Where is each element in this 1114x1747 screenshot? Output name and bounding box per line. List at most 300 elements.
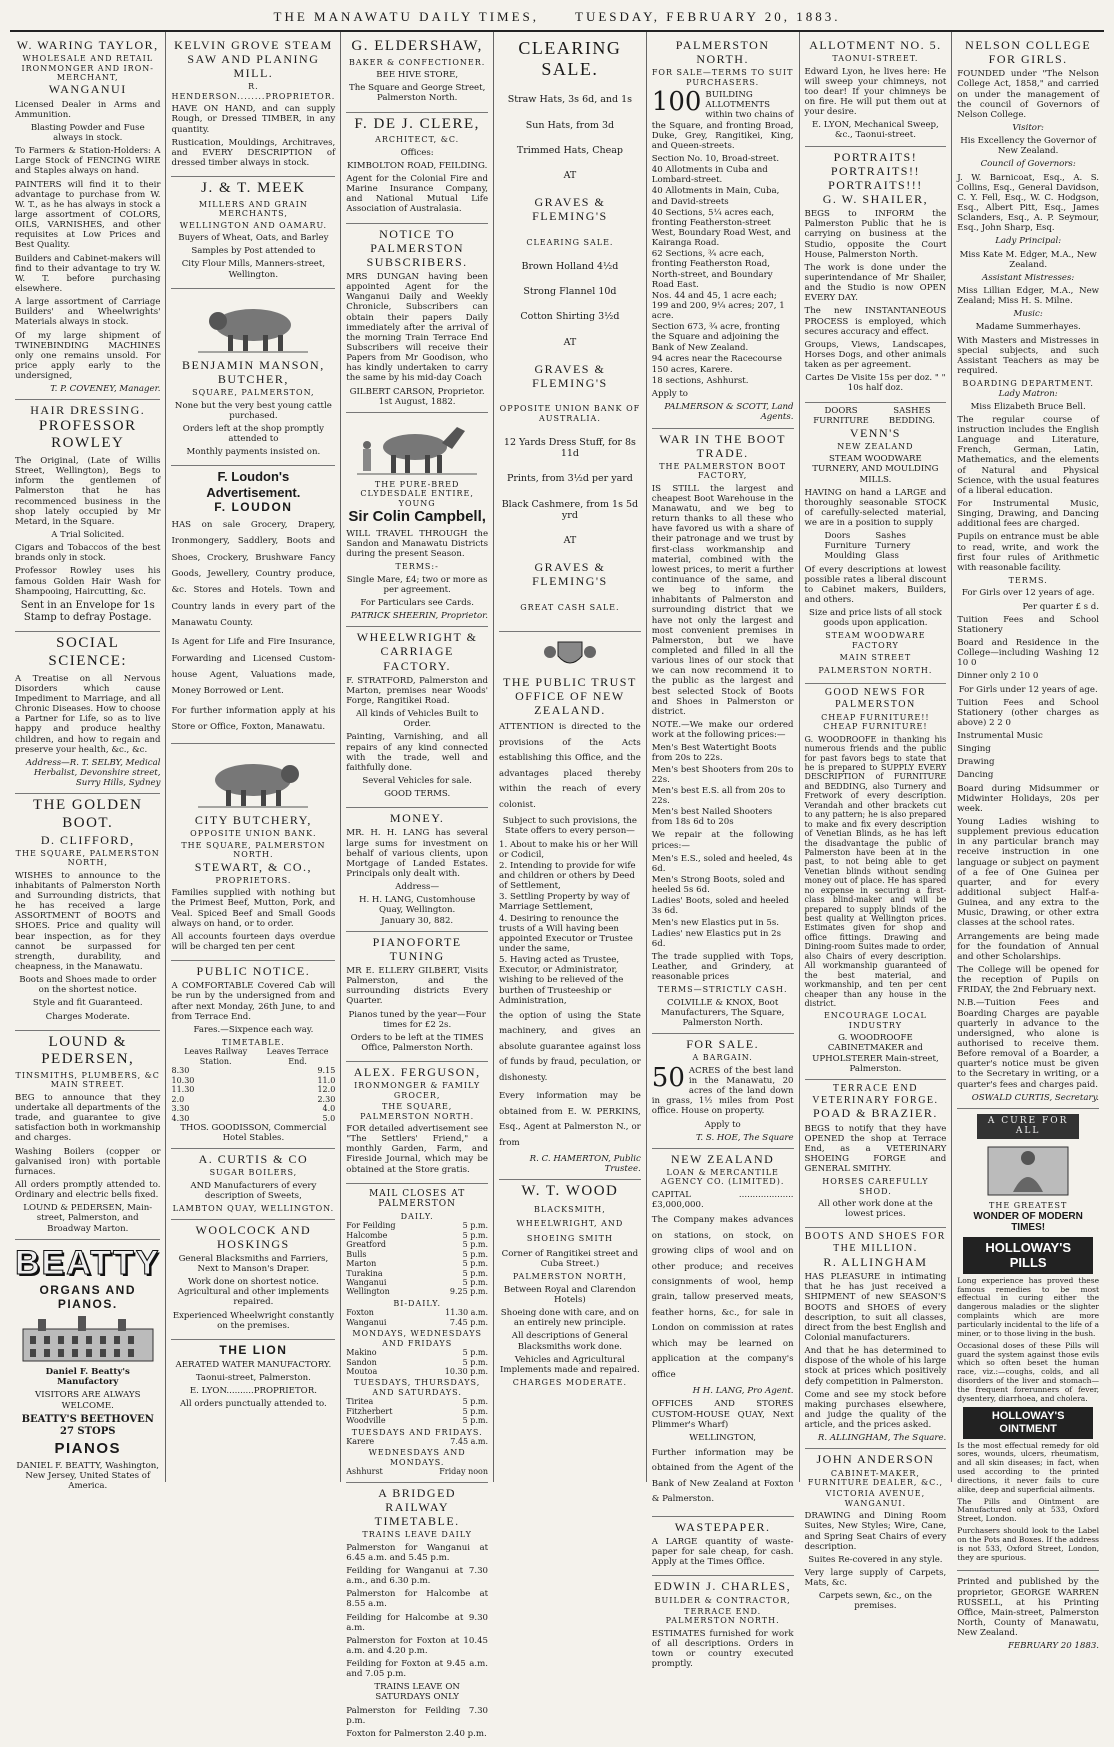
ad-signature: GILBERT CARSON, Proprietor. <box>349 386 485 397</box>
ad-text: Feilding for Foxton at 9.45 a.m. and 7.05 p.m. <box>346 1659 489 1680</box>
ad-text: Cigars and Tobaccos of the best brands only in stock. <box>15 543 161 564</box>
ad-heading: CLEARING SALE. <box>518 38 622 80</box>
ad-name: R. ALLINGHAM <box>823 1255 928 1270</box>
ad-text: MAIN STREET <box>839 653 912 663</box>
ad-heading: SOCIAL SCIENCE: <box>48 635 128 670</box>
ad-text: The College will be opened for the reception of Pupils on FRIDAY, the 2nd February next. <box>957 965 1100 996</box>
sale-item: Strong Flannel 10d <box>523 286 617 298</box>
ad-subheading: BAKER & CONFECTIONER. <box>348 57 486 67</box>
ad-text: Miss Kate M. Edger, M.A., New Zealand. <box>959 249 1097 270</box>
ad-address: LAMBTON QUAY, WELLINGTON. <box>172 1204 335 1214</box>
ad-heading: PIANOS <box>54 1440 121 1458</box>
ad-text: To Farmers & Station-Holders: A Large Stock of FENCING WIRE and Staples always on hand. <box>15 146 161 177</box>
ad-address: THE SQUARE, PALMERSTON NORTH. <box>181 840 326 860</box>
ad-holloway <box>957 1109 1099 1572</box>
ad-heading: W. T. WOOD <box>521 1183 619 1200</box>
ad-text: Samples by Post attended to <box>191 246 316 257</box>
venn-item: Sashes <box>875 531 906 542</box>
mail-time: 7.45 a.m. <box>450 1437 489 1446</box>
ad-text: PAINTERS will find it to their advantage to purchase from W. W. T., as he has always in stock a large assortment of COLORS, OILS, VARNISHES, and other requisites at Low Prices and Best Quality. <box>15 179 161 251</box>
ad-heading: BENJAMIN MANSON, <box>182 357 325 372</box>
terms-line: For Girls under 12 years of age. <box>958 684 1098 695</box>
ad-text: A large assortment of Carriage Builders' and Wheelwrights' Materials always in stock. <box>15 297 161 328</box>
venn-label: DOORS FURNITURE <box>813 405 869 426</box>
ad-text: BEATTY'S BEETHOVEN 27 STOPS <box>21 1413 154 1437</box>
ad-text: Painting, Varnishing, and all repairs of any kind connected with the trade, well and faithfully done. <box>346 732 489 773</box>
ad-text: Offices: <box>400 147 434 158</box>
ad-text: With Masters and Mistresses in special subjects, and such Assistant Teachers as may be required. <box>957 335 1100 376</box>
ad-signature: R. ALLINGHAM, The Square. <box>817 1433 947 1444</box>
venn-item: Doors <box>824 531 851 542</box>
ad-text: Miss Lillian Edger, M.A., New Zealand; Miss H. S. Milne. <box>957 285 1100 307</box>
mail-time: 5 p.m. <box>462 1221 489 1231</box>
sale-item: Prints, from 3½d per yard <box>506 473 633 485</box>
ad-heading: TERRACE END VETERINARY FORGE. <box>812 1082 939 1106</box>
ad-text: Families supplied with nothing but the Primest Beef, Mutton, Pork, and Veal. Spiced Beef and Small Goods always on hand, or to order. <box>171 888 336 929</box>
ad-woodroofe <box>805 684 947 1080</box>
ad-text: Between Royal and Clarendon Hotels) <box>503 1284 636 1306</box>
ad-text: Licensed Dealer in Arms and Ammunition. <box>15 99 161 120</box>
mail-place: Foxton <box>346 1308 374 1318</box>
ad-text: MR E. ELLERY GILBERT, Visits Palmerston, and the surrounding districts Every Quarter. <box>346 965 489 1007</box>
ad-text: The regular course of instruction includes the English Language and Literature, French, German, Latin, Mathematics, and the elements of Natural and Physical Science, with the usual features of a liberal education. <box>957 414 1100 496</box>
ad-text: Is Agent for Life and Fire Insurance, Forwarding and Licensed Custom-house Agent, Valuations made, Money Borrowed or Lent. <box>171 637 336 697</box>
ad-name: F. LOUDON <box>214 499 293 514</box>
trust-item: 5. Having acted as Trustee, Executor, or Administrator, wishing to be relieved of the burthen of Trusteeship or Administration, <box>499 955 624 1006</box>
ad-subheading: TRAINS LEAVE DAILY <box>362 1530 472 1540</box>
ad-text: Young Ladies wishing to supplement previous education in any particular branch may receive instruction in one language or subject on payment of a fee of One Guinea per quarter, and for every additional subject Half-a-Guinea, and any extra to the Music, Drawing, or other extra classes at the school rates. <box>957 817 1100 929</box>
mail-group: DAILY. <box>400 1211 434 1221</box>
land-item: Section No. 10, Broad-street. <box>651 154 780 165</box>
ad-heading: WONDER OF MODERN TIMES! <box>973 1210 1083 1234</box>
mail-time: 5 p.m. <box>462 1416 489 1426</box>
ad-the-lion <box>171 1340 335 1418</box>
ad-subheading: BLACKSMITH, WHEELWRIGHT, AND SHOEING SMITH <box>516 1205 624 1243</box>
ad-subheading: THE PURE-BRED CLYDESDALE ENTIRE, YOUNG <box>360 479 474 508</box>
ad-heading: WOOLCOCK AND HOSKINGS <box>195 1222 312 1251</box>
ad-text: A COMFORTABLE Covered Cab will be run by the undersigned from and after next Monday, 26th June, to and from Terrace End. <box>171 981 336 1022</box>
mail-place: Wanganui <box>346 1317 387 1327</box>
ad-subheading: BOARDING DEPARTMENT. <box>962 379 1094 389</box>
ad-text: Purchasers should look to the Label on the Pots and Boxes. If the address is not 533, Oxford Street, London, they are spurious. <box>957 1526 1100 1562</box>
ad-text: IS STILL the largest and cheapest Boot Warehouse in the Manawatu, and we beg to return thanks to all these who have favored us with a share of their patronage and we trust by first-class workmanship and material, combined with the lowest prices, to merit a further continuance of the same, and we beg to inform the inhabitants of Palmerston and surrounding district that we have not only the largest and most convenient premises in Palmerston, but we have completed and filled in all the various lines of our stock that we can now recommend it to the public as the largest and best selected Stock of Boots and Shoes in Palmerston or district. <box>651 483 794 717</box>
ad-lound-pedersen <box>15 1031 160 1240</box>
ad-text: Builders and Cabinet-makers will find to their advantage to try W. W. T. before purchasing elsewhere. <box>15 253 161 295</box>
terms-line: Drawing <box>957 757 995 768</box>
mail-time: 7.45 p.m. <box>449 1317 489 1327</box>
ad-text: Every information may be obtained from E. W. PERKINS, Esq., Agent at Palmerston N., or from <box>499 1091 641 1148</box>
beatty-logo: BEATTY <box>15 1243 161 1282</box>
ad-text: Printed and published by the proprietor, GEORGE WARREN RUSSELL, at his Printing Office, Main-street, Palmerston North, County of Manawatu, New Zealand. <box>957 1577 1100 1639</box>
ad-text: BUILDING ALLOTMENTS within two chains of the Square, and fronting Broad, Duke, Grey, Rangitikei, King, and Queen-streets. <box>651 90 794 151</box>
timetable-cell: 8.30 <box>171 1066 190 1076</box>
repair-list <box>652 854 794 949</box>
timetable-title: TIMETABLE. <box>221 1038 285 1048</box>
price-item: Men's best Nailed Shooters from 18s 6d to 20s <box>651 807 773 828</box>
mail-time: 5 p.m. <box>462 1259 489 1269</box>
mail-time: 5 p.m. <box>462 1357 489 1367</box>
ad-text: For Particulars see Cards. <box>360 597 474 608</box>
ad-text: Boots and Shoes made to order on the shortest notice. <box>19 975 157 996</box>
ad-text: None but the very best young cattle purchased. <box>174 400 332 421</box>
price-item: Men's Best Watertight Boots from 20s to 22s. <box>651 743 777 764</box>
mail-place: Marton <box>346 1259 377 1269</box>
mail-place: Tiritea <box>346 1397 374 1407</box>
ad-subheading: R. HENDERSON........PROPRIETOR. <box>171 82 336 101</box>
land-item: 94 acres near the Racecourse <box>651 353 782 364</box>
ad-curtis <box>171 1149 335 1219</box>
ad-heading: G. ELDERSHAW, <box>351 38 483 54</box>
column-1 <box>10 32 166 1492</box>
ad-name: G. W. SHAILER, <box>822 192 929 207</box>
mail-place: Makino <box>346 1348 377 1358</box>
ad-text: For further information apply at his Store or Office, Foxton, Manawatu. <box>171 705 336 732</box>
ad-text: Feilding for Halcombe at 9.30 a.m. <box>346 1612 489 1633</box>
timetable-cell: 4.30 <box>171 1113 190 1123</box>
timetable-cell: 4.0 <box>322 1104 336 1114</box>
price-list <box>652 743 794 827</box>
terms-line: Tuition Fees and School Stationery (other charges as above) 2 2 0 <box>957 697 1100 728</box>
ad-address: SQUARE, PALMERSTON, <box>192 388 315 398</box>
ad-subheading: SUGAR BOILERS, <box>209 1168 298 1178</box>
ad-heading: PALMERSTON NORTH. <box>675 38 770 67</box>
ad-text: Experienced Wheelwright constantly on the premises. <box>172 1310 334 1331</box>
column-3 <box>341 32 494 1739</box>
mail-place: Woodville <box>346 1416 386 1426</box>
cure-banner: A CURE FOR ALL <box>977 1114 1079 1139</box>
ad-text: Sent in an Envelope for 1s Stamp to defray Postage. <box>20 599 155 623</box>
land-item: Section 673, ¾ acre, fronting the Square and adjoining the Bank of New Zealand. <box>651 322 780 353</box>
ad-text: HAS on sale Grocery, Drapery, Ironmongery, Saddlery, Boots and Shoes, Crockery, Brushware Fancy Goods, Jewellery, Country produce, &c. Stores and Hotels. Town and Country lands in every part of the Manawatu County. <box>171 520 336 628</box>
ad-address: THE SQUARE, PALMERSTON NORTH. <box>360 1102 475 1121</box>
ad-name: D. CLIFFORD, <box>40 832 135 847</box>
ad-text: And that he has determined to dispose of the whole of his large stock at prices which positively defy competition in Palmerston. <box>804 1346 947 1387</box>
ad-text: Of every descriptions at lowest possible rates a liberal discount to Cabinet makers, Builders, and others. <box>804 564 947 606</box>
ad-subheading: MILLERS AND GRAIN MERCHANTS, <box>198 199 308 219</box>
ad-text: A Treatise on all Nervous Disorders which cause Impediment to Marriage, and all Chronic Diseases. How to choose a Partner for Life, so as to live happy and produce healthy children, and how to regain and preserve your health, &c., &c. <box>15 673 161 755</box>
ad-manson-butcher <box>171 289 335 466</box>
terms-line: Per quarter £ s d. <box>1022 601 1100 612</box>
terms-line: Dancing <box>957 770 994 781</box>
ad-meek <box>171 177 335 289</box>
ad-eldershaw <box>346 35 488 113</box>
ad-signature: T. S. HOE, The Square <box>695 1132 794 1143</box>
ad-heading: JOHN ANDERSON <box>816 1452 935 1467</box>
ad-subheading: FOR SALE—TERMS TO SUIT PURCHASERS. <box>651 68 794 87</box>
sale-item: AT <box>563 535 577 547</box>
ad-text: Come and see my stock before making purchases elsewhere, and judge the quality of the article, and the prices asked. <box>804 1389 947 1431</box>
mail-group: BI-DAILY. <box>393 1298 441 1308</box>
sale-item: Trimmed Hats, Cheap <box>516 144 623 156</box>
ad-heading: PORTRAITS!!! <box>828 177 923 192</box>
ad-text: All descriptions of General Blacksmiths work done. <box>511 1331 629 1352</box>
ad-date: January 30, 882. <box>381 915 454 926</box>
ad-text: Professor Rowley uses his famous Golden Hair Wash for Shampooing, Haircutting, &c. <box>15 566 161 597</box>
ad-text: All other work done at the lowest prices. <box>818 1199 933 1220</box>
mail-place: Greatford <box>346 1240 386 1250</box>
ad-woolcock <box>171 1220 335 1340</box>
land-item: 40 Sections, 5¼ acres each, fronting Featherston-street West, Boundary Road West, and Kairanga Road. <box>651 207 791 249</box>
ad-heading: FOR SALE. <box>686 1037 760 1052</box>
ad-text: E. LYON..........PROPRIETOR. <box>189 1386 317 1397</box>
ad-text: City Flour Mills, Manners-street, Wellington. <box>181 259 326 280</box>
mail-time: 9.25 p.m. <box>449 1287 489 1297</box>
ad-text: HAVING on hand a LARGE and thoroughly seasonable STOCK of carefully-selected material, we are in a position to supply <box>804 487 947 529</box>
mail-place: Wellington <box>346 1287 390 1297</box>
ad-text: Apply to <box>651 389 688 400</box>
timetable-cell: 2.30 <box>317 1094 336 1104</box>
mail-group: MONDAYS, WEDNESDAYS AND FRIDAYS <box>352 1329 482 1348</box>
masthead <box>10 4 1104 32</box>
ad-name: STEWART, & CO., <box>194 859 312 874</box>
ad-text: Groups, Views, Landscapes, Horses Dogs, and other animals taken as per agreement. <box>804 339 947 371</box>
ad-text: Work done on shortest notice. Agricultural and other implements repaired. <box>177 1277 329 1308</box>
ad-heading: BOOTS AND SHOES FOR THE MILLION. <box>804 1231 946 1255</box>
ad-text: The Pills and Ointment are Manufactured only at 533, Oxford Street, London. <box>957 1496 1100 1524</box>
ad-text: BEE HIVE STORE, <box>376 70 459 81</box>
price-item: Men's E.S., soled and heeled, 4s 6d. <box>651 853 793 874</box>
price-item: Men's best E.S. all from 20s to 22s. <box>651 785 786 806</box>
ad-heading: MONEY. <box>389 811 445 826</box>
big-number: 50 <box>651 1062 685 1093</box>
ad-text: Palmerston for Foxton at 10.45 a.m. and 4.20 p.m. <box>346 1635 489 1656</box>
mail-place: Moutoa <box>346 1366 378 1376</box>
ad-label: Visitor: <box>1012 123 1044 134</box>
ad-heading: PIANOFORTE TUNING <box>372 934 462 963</box>
ad-subheading: BUTCHER, <box>217 371 289 386</box>
mail-place: Ashhurst <box>346 1467 383 1477</box>
ad-text: ACRES of the best land in the Manawatu, 20 acres of the land down in grass, 1½ miles from Post office. House on property. <box>651 1065 794 1117</box>
printer-imprint <box>957 1571 1099 1656</box>
sale-item: OPPOSITE UNION BANK OF AUSTRALIA. <box>499 404 641 423</box>
column-5 <box>647 32 800 1670</box>
mail-place: Bulls <box>346 1249 367 1259</box>
ad-label: Lady Matron: <box>998 388 1058 399</box>
ad-heading: WAR IN THE BOOT TRADE. <box>659 431 786 460</box>
ad-heading: F. DE J. CLERE, <box>354 115 480 132</box>
price-item: Men's new Elastics put in 5s. <box>651 917 779 928</box>
timetable-cell: 5.0 <box>322 1113 336 1123</box>
sale-item: Cotton Shirting 3½d <box>520 311 620 323</box>
ad-text: General Blacksmiths and Farriers, Next to Manson's Draper. <box>178 1253 329 1275</box>
ad-text: DRAWING and Dining Room Suites, New Styles; Wire, Cane, and Spring Seat Chairs of every description. <box>804 1511 947 1552</box>
terms-line: For Girls over 12 years of age. <box>961 588 1095 599</box>
ad-text: PALMERSTON NORTH. <box>818 665 933 675</box>
ad-heading: CITY BUTCHERY, <box>194 813 312 828</box>
ad-railway-timetable <box>346 1483 488 1747</box>
ad-text: MRS DUNGAN having been appointed Agent for the Wanganui Daily and Weekly Chronicle, Subscribers can obtain their papers Daily immediately after the arrival of the morning Train Terrace End Subscribers will receive their Papers from Mr Goodison, who has kindly undertaken to carry the same by his mid-day Coach <box>346 271 489 384</box>
ad-text: HAVE ON HAND, and can supply Rough, or Dressed TIMBER, in any quantity. <box>171 104 336 135</box>
sale-item: AT <box>563 170 577 182</box>
ad-heading: ALLOTMENT NO. 5. <box>809 38 942 52</box>
holloways-pills-logo: HOLLOWAY'S PILLS <box>963 1237 1093 1274</box>
ad-pianoforte <box>346 932 488 1062</box>
venn-item: Glass <box>875 551 899 562</box>
ad-text: F. STRATFORD, Palmerston and Marton, premises near Woods' Forge, Rangitikei Road. <box>346 675 489 706</box>
terms-line: Dinner only 2 10 0 <box>957 671 1039 682</box>
ad-text: Feilding for Wanganui at 7.30 a.m., and 6.30 p.m. <box>346 1565 489 1587</box>
mail-place: Halcombe <box>346 1230 388 1240</box>
ad-palmerston-allotments <box>652 35 794 429</box>
horse-woodcut <box>357 419 477 477</box>
ad-war-in-boot-trade <box>652 429 794 1035</box>
ad-text: Size and price lists of all stock goods upon application. <box>808 608 942 629</box>
ad-heading: ALEX. FERGUSON, <box>353 1065 481 1080</box>
terms-line: Instrumental Music <box>957 731 1043 742</box>
ad-text: Palmerston for Wanganui at 6.45 a.m. and 5.45 p.m. <box>346 1542 489 1563</box>
ad-text: Vehicles and Agricultural Implements made and repaired. <box>500 1354 640 1375</box>
ad-text: WELLINGTON, <box>689 1432 757 1443</box>
ad-heading: W. WARING TAYLOR, <box>16 38 159 52</box>
ad-text: A Trial Solicited. <box>51 529 125 540</box>
ad-text: Long experience has proved these famous remedies to be most effectual in curing either the dangerous maladies or the slighter complaints which are more particularly incidental to the life of a miner, or to those living in the bush. <box>957 1275 1100 1338</box>
ad-heading: A BRIDGED RAILWAY TIMETABLE. <box>374 1485 460 1529</box>
ad-text: Taonui-street, Palmerston. <box>195 1373 311 1384</box>
ad-signature: COLVILLE & KNOX, Boot Manufacturers, The Square, Palmerston North. <box>660 997 785 1029</box>
ad-text: G. WOODROOFE in thanking his numerous friends and the public for past favors begs to state that he is prepared to SUPPLY EVERY DESCRIPTION of FURNITURE and BEDDING, also Turnery and Fretwork of every description. Verandah and other brackets cut to any pattern; he is also prepared to make and fix every description of Venetian Blinds, as he has left the disadvantage the public of Palmerston have been at in the past, to not being able to get Venetian blinds without sending money out of place. He has spared no expense in securing a first-class blind-maker and will be prepared to supply blinds of the best quality at Wellington prices. Estimates given for shop and office fittings. Drawing and Dining-room Suites made to order, also Chairs of every description. All workmanship guaranteed of the best material, and workmanship, and ten per cent cheaper than any house in the district. <box>804 734 947 1008</box>
timetable-col: Leaves Terrace End. <box>266 1047 329 1066</box>
ad-heading: THE LION <box>219 1342 288 1357</box>
ad-text: ENCOURAGE LOCAL INDUSTRY <box>823 1011 927 1030</box>
ad-text: STEAM WOODWARE TURNERY, AND MOULDING MILLS. <box>812 454 939 485</box>
ad-text: All orders promptly attended to. Ordinary and electric bells fixed. <box>15 1180 161 1201</box>
ad-text: WILL TRAVEL THROUGH the Sandon and Manawatu Districts during the present Season. <box>346 528 489 560</box>
horse-name: Sir Colin Campbell, <box>348 508 486 526</box>
sale-item: Brown Holland 4½d <box>521 261 619 273</box>
ad-subheading: NEW ZEALAND <box>837 441 914 451</box>
land-item: 150 acres, Karere. <box>651 364 733 375</box>
holloways-ointment-logo: HOLLOWAY'S OINTMENT <box>963 1407 1093 1439</box>
mail-time: 5 p.m. <box>462 1278 489 1287</box>
timetable-cell: 10.30 <box>171 1075 195 1085</box>
ad-signature: LOUND & PEDERSEN, Main-street, Palmerston, and Broadway Marton. <box>23 1203 153 1234</box>
price-item: Men's best Shooters from 20s to 22s. <box>651 764 794 785</box>
ad-text: Orders to be left at the TIMES Office, Palmerston North. <box>350 1032 484 1053</box>
mail-time: 5 p.m. <box>462 1268 489 1278</box>
ad-waring-taylor <box>15 35 160 400</box>
ad-role: PROPRIETORS. <box>215 875 292 885</box>
mail-place: Turakina <box>346 1268 383 1278</box>
ad-title: PROFESSOR ROWLEY <box>38 417 137 452</box>
venn-item: Furniture <box>824 541 867 552</box>
ad-label: Assistant Mistresses: <box>982 272 1075 283</box>
ad-text: Address— <box>395 882 440 893</box>
ad-text: DANIEL F. BEATTY, Washington, New Jersey, United States of America. <box>16 1461 160 1492</box>
ad-social-science <box>15 632 160 794</box>
ad-subheading: LOAN & MERCANTILE AGENCY CO. (LIMITED). <box>660 1167 785 1187</box>
ad-text: BEGS to notify that they have OPENED the shop at Terrace End, as a VETERINARY SHOEING FORGE and GENERAL SMITHY. <box>804 1123 947 1175</box>
ad-text: KIMBOLTON ROAD, FEILDING. <box>346 160 488 171</box>
sale-item: Straw Hats, 3s 6d, and 1s <box>507 94 633 106</box>
ad-text: His Excellency the Governor of New Zealand. <box>960 136 1097 157</box>
mail-time: 5 p.m. <box>462 1406 489 1416</box>
ad-text: Palmerston for Halcombe at 8.55 a.m. <box>346 1589 489 1610</box>
ad-text: Cartes De Visite 15s per doz. " " 10s half doz. <box>805 373 946 394</box>
ad-heading: KELVIN GROVE STEAM SAW AND PLANING MILL. <box>174 38 333 81</box>
mail-time: 5 p.m. <box>462 1230 489 1240</box>
ad-text: The Square and George Street, Palmerston North. <box>349 83 486 104</box>
store-name: GRAVES & FLEMING'S <box>532 361 608 390</box>
price-item: Men's Strong Boots, soled and heeled 5s 6d. <box>651 874 785 896</box>
ad-signature: T. P. COVENEY, Manager. <box>50 384 161 395</box>
ad-subheading: THE GREATEST <box>989 1201 1068 1211</box>
venn-item: Moulding <box>824 551 867 562</box>
mail-place: Sandon <box>346 1357 377 1367</box>
mail-place: Wanganui <box>346 1278 387 1287</box>
land-item: 40 Allotments in Cuba and Lombard-street. <box>651 165 768 186</box>
sale-item: CLEARING SALE. <box>526 237 614 247</box>
ad-text: Pianos tuned by the year—Four times for £2 2s. <box>348 1009 486 1030</box>
ad-subheading: CHEAP FURNITURE!! CHEAP FURNITURE! <box>821 712 930 732</box>
ad-text: Of my large shipment of TWINEBINDING MACHINES only one remains unsold. For price apply early to the undersigned, <box>15 330 161 382</box>
ad-text: Blasting Powder and Fuse always in stock. <box>30 122 145 144</box>
land-item: Nos. 44 and 45, 1 acre each; 199 and 200, 9¼ acres; 207, 1 acre. <box>651 290 785 322</box>
ad-address: THE SQUARE, PALMERSTON NORTH, <box>15 848 160 868</box>
venn-item: Turnery <box>875 541 911 552</box>
ad-text: CHARGES MODERATE. <box>512 1378 628 1388</box>
ad-signature: R. C. HAMERTON, Public Trustee. <box>529 1154 641 1175</box>
mail-time: 11.30 a.m. <box>445 1308 489 1318</box>
ad-text: Daniel F. Beatty's Manufactory <box>45 1367 130 1388</box>
imprint-date: FEBRUARY 20 1883. <box>1007 1641 1100 1652</box>
ad-public-notice <box>171 961 335 1149</box>
timetable-cell: 9.15 <box>317 1066 336 1076</box>
ad-heading: NEW ZEALAND <box>671 1151 775 1166</box>
ad-text: BEGS to INFORM the Palmerston Public that he is carrying on business at the Studio, opposite the Court House, Palmerston North. <box>804 209 947 260</box>
ad-signature: G. WOODROOFE CABINETMAKER and UPHOLSTERER Main-street, Palmerston. <box>812 1033 939 1074</box>
ad-graves-fleming-sale <box>499 35 641 632</box>
ad-heading: PUBLIC NOTICE. <box>196 964 311 979</box>
land-item: 18 sections, Ashhurst. <box>651 375 749 386</box>
ad-edwin-charles <box>652 1576 794 1677</box>
ad-heading: PORTRAITS! PORTRAITS!! <box>830 149 920 178</box>
ad-text: NOTE.—We make our ordered work at the following prices:— <box>651 719 794 741</box>
store-name: GRAVES & FLEMING'S <box>532 195 608 224</box>
ad-heading: VENN'S <box>849 425 901 440</box>
price-item: Ladies' Boots, soled and heeled 3s 6d. <box>651 896 790 917</box>
ad-text: Is the most effectual remedy for old sores, wounds, ulcers, rheumatism, and all skin diseases; in fact, when used according to the printed directions, it never fails to cure alike, deep and superficial ailments. <box>957 1440 1100 1494</box>
ad-heading: ORGANS AND PIANOS. <box>39 1282 137 1312</box>
ad-text: A LARGE quantity of waste-paper for sale cheap, for cash. Apply at the Times Office. <box>651 1536 794 1568</box>
seated-figure-illustration <box>983 1142 1073 1198</box>
column-7 <box>952 32 1104 1652</box>
ad-subheading: CABINET-MAKER, FURNITURE DEALER, &C., <box>807 1468 944 1488</box>
ad-text: STEAM WOODWARE FACTORY <box>825 631 926 650</box>
ad-label: Council of Governors: <box>980 159 1076 170</box>
sale-item: GREAT CASH SALE. <box>520 602 620 612</box>
ad-text: WISHES to announce to the inhabitants of Palmerston North and Surrounding districts, that he has received a large ASSORTMENT of BOOTS and SHOES. Price and quality will bear inspection, as for they cannot be surpassed for strength, durability, and cheapness, in the Manawatu. <box>15 870 161 972</box>
ad-professor-rowley <box>15 400 160 632</box>
ad-text: Style and fit Guaranteed. <box>32 998 143 1009</box>
ad-text: The trade supplied with Tops, Leather, and Grindery, at reasonable prices <box>651 951 794 983</box>
ad-text: Fares.—Sixpence each way. <box>193 1024 314 1035</box>
terms-line: Singing <box>957 744 991 755</box>
ad-text: Several Vehicles for sale. <box>362 775 472 786</box>
ad-subheading: TERMS. <box>1008 575 1048 585</box>
ad-text: The new INSTANTANEOUS PROCESS is employed, which secures accuracy and effect. <box>804 306 947 337</box>
paper-title: THE MANAWATU DAILY TIMES, <box>273 9 540 24</box>
bull-woodcut <box>198 750 308 810</box>
ad-text: the option of using the State machinery, and gives an absolute guarantee against loss of funds by fraud, peculation, or dishonesty. <box>499 1010 641 1083</box>
ad-allotment-sweep <box>805 35 947 147</box>
ad-text: Rustication, Mouldings, Architraves, and EVERY DESCRIPTION of dressed timber always in stock. <box>171 137 336 169</box>
ad-signature: OSWALD CURTIS, Secretary. <box>971 1092 1100 1103</box>
sale-item: AT <box>563 336 577 348</box>
price-item: Ladies' new Elastics put in 2s 6d. <box>651 928 781 949</box>
ad-text: Madame Summerhayes. <box>975 322 1081 333</box>
ad-heading: THE GOLDEN BOOT. <box>32 797 143 831</box>
ad-text: Subject to such provisions, the State offers to every person— <box>502 816 638 837</box>
